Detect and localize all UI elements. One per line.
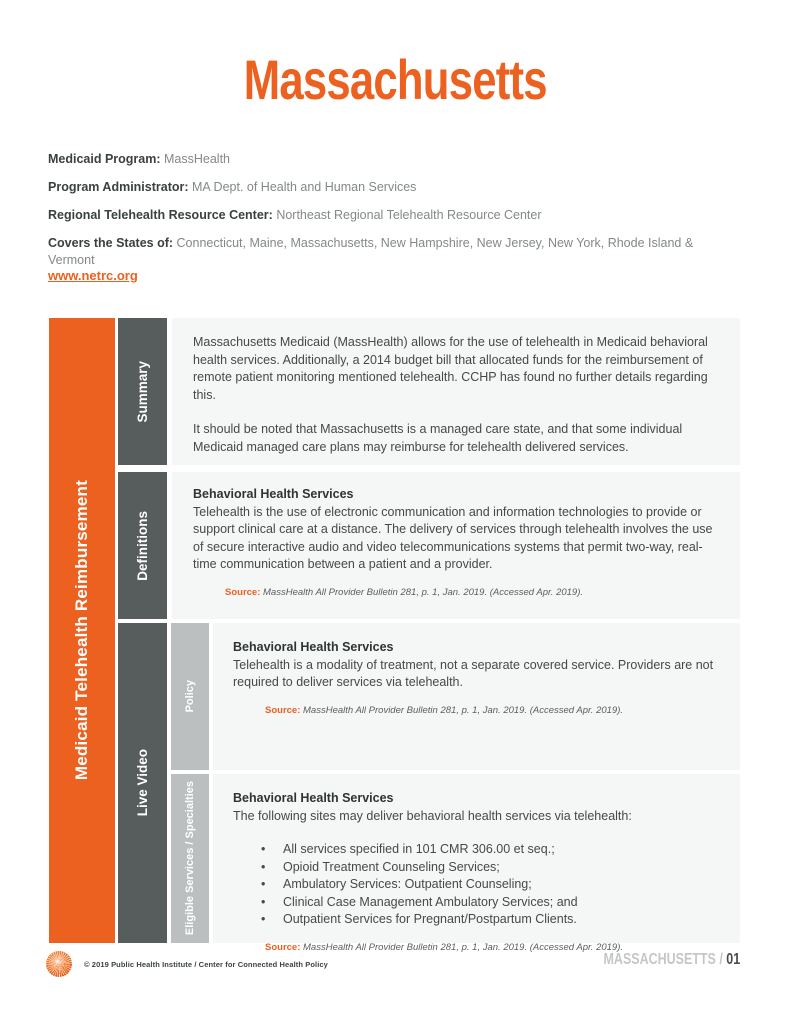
definitions-source	[193, 584, 726, 602]
field-regional-trc	[48, 207, 740, 224]
list-item	[261, 894, 726, 912]
subtab-eligible-services	[171, 774, 209, 943]
eligible-heading: Behavioral Health Services	[233, 791, 394, 805]
field-medicaid-program	[48, 151, 740, 168]
tab-live-video	[118, 623, 167, 943]
policy-panel	[213, 623, 740, 770]
source-citation: MassHealth All Provider Bulletin 281, p. 1, Jan. 2019. (Accessed Apr. 2019).	[303, 941, 624, 953]
source-label: Source:	[265, 704, 301, 716]
policy-body: Telehealth is a modality of treatment, not a separate covered service. Providers are not required to deliver services via telehealth.	[233, 657, 714, 689]
tab-live-video-label: Live Video	[135, 749, 150, 817]
sidebar-medicaid-telehealth-reimbursement	[49, 318, 115, 943]
list-item-text: Clinical Case Management Ambulatory Services; and	[283, 894, 578, 909]
sunburst-logo-icon	[46, 951, 72, 977]
list-item-text: Opioid Treatment Counseling Services;	[283, 859, 500, 874]
definitions-heading: Behavioral Health Services	[193, 487, 354, 501]
bullet-icon: •	[261, 842, 266, 856]
field-label: Medicaid Program:	[48, 152, 161, 166]
page-title: Massachusetts	[243, 48, 548, 111]
list-item	[261, 859, 726, 877]
source-citation: MassHealth All Provider Bulletin 281, p. 1, Jan. 2019. (Accessed Apr. 2019).	[303, 704, 624, 716]
field-covers-states	[48, 235, 740, 269]
sidebar-label: Medicaid Telehealth Reimbursement	[72, 480, 91, 781]
bullet-icon: •	[261, 859, 266, 874]
field-label: Regional Telehealth Resource Center:	[48, 208, 273, 222]
subtab-eligible-services-label: Eligible Services / Specialties	[184, 781, 196, 936]
bullet-icon: •	[261, 912, 266, 926]
footer-page-number: 01	[726, 951, 740, 968]
field-value: MassHealth	[164, 152, 231, 166]
field-label: Covers the States of:	[48, 236, 174, 250]
source-label: Source:	[265, 941, 301, 953]
summary-paragraph-1: Massachusetts Medicaid (MassHealth) allows for the use of telehealth in Medicaid behavioral health services. Additionally, a 2014 budget bill that allocated funds for the reimbursement of remote patient monitoring mentioned telehealth. CCHP has found no further details regarding this.	[193, 335, 708, 402]
list-item	[261, 841, 726, 859]
tab-definitions-label: Definitions	[135, 510, 150, 581]
netrc-link[interactable]: www.netrc.org	[48, 268, 138, 283]
policy-heading: Behavioral Health Services	[233, 640, 394, 654]
policy-source	[233, 702, 726, 720]
tab-definitions	[118, 472, 167, 619]
list-item-text: Outpatient Services for Pregnant/Postpartum Clients.	[283, 912, 577, 926]
eligible-services-panel	[213, 774, 740, 953]
subtab-policy-label: Policy	[184, 680, 196, 713]
source-citation: MassHealth All Provider Bulletin 281, p. 1, Jan. 2019. (Accessed Apr. 2019).	[263, 586, 584, 598]
definitions-body: Telehealth is the use of electronic communication and information technologies to provide or support clinical care at a distance. The delivery of services through telehealth involves the use of secure interactive audio and video telecommunications systems that permit two-way, real-time communication between a patient and a provider.	[193, 504, 713, 571]
field-label: Program Administrator:	[48, 180, 189, 194]
field-value: MA Dept. of Health and Human Services	[192, 180, 417, 194]
program-info-block	[48, 151, 740, 280]
list-item-text: All services specified in 101 CMR 306.00 et seq.;	[283, 842, 555, 856]
eligible-intro: The following sites may deliver behavioral health services via telehealth:	[233, 808, 632, 823]
eligible-bullet-list	[261, 841, 726, 929]
bullet-icon: •	[261, 877, 266, 891]
tab-summary-label: Summary	[135, 360, 150, 423]
field-value: Northeast Regional Telehealth Resource Center	[276, 208, 542, 222]
list-item-text: Ambulatory Services: Outpatient Counseling;	[283, 877, 532, 891]
footer-page-indicator	[603, 951, 740, 969]
summary-paragraph-2: It should be noted that Massachusetts is a managed care state, and that some individual Medicaid managed care plans may reimburse for telehealth delivered services.	[193, 422, 683, 454]
bullet-icon: •	[261, 894, 266, 909]
footer-copyright: © 2019 Public Health Institute / Center for Connected Health Policy	[84, 960, 328, 969]
subtab-policy	[171, 623, 209, 770]
list-item	[261, 876, 726, 894]
list-item	[261, 911, 726, 929]
footer-state-label: MASSACHUSETTS /	[603, 951, 727, 968]
definitions-panel	[172, 472, 740, 619]
summary-panel	[172, 318, 740, 465]
field-value: Connecticut, Maine, Massachusetts, New Hampshire, New Jersey, New York, Rhode Island & Vermont	[48, 236, 694, 267]
tab-summary	[118, 318, 167, 465]
source-label: Source:	[225, 586, 261, 598]
field-program-administrator	[48, 179, 740, 196]
